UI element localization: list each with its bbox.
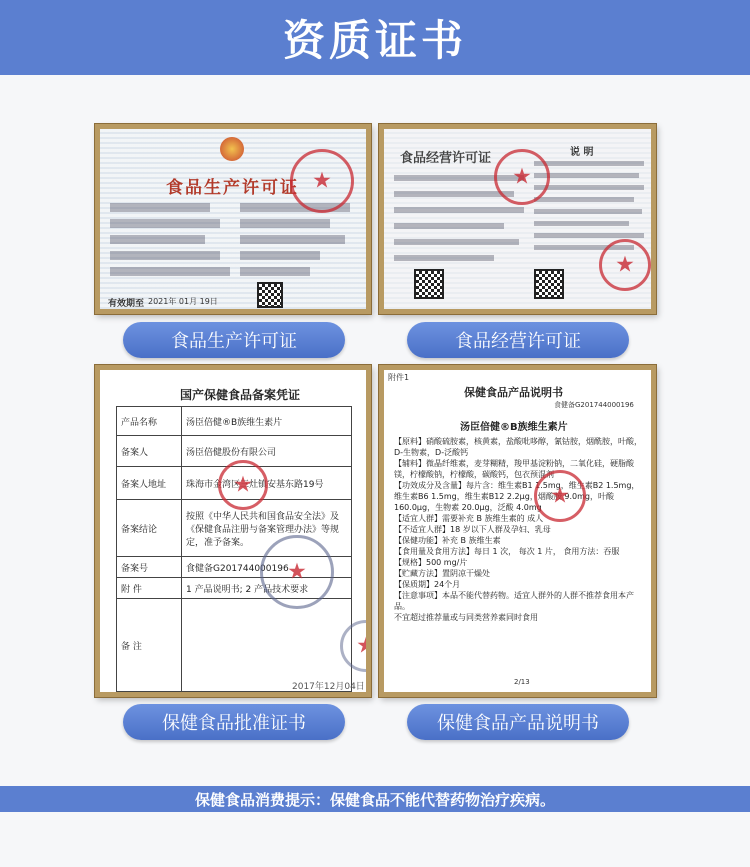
food-production-license-image [95,124,371,314]
notes-title: 说 明 [570,147,594,158]
instructions-body [394,436,646,623]
instruction-line: 不宜超过推荐量或与同类营养素同时食用 [394,613,538,622]
table-row: 附 件 1 产品说明书; 2 产品技术要求 [117,578,352,599]
page-title: 资质证书 [282,15,467,65]
table-row: 备案结论 按照《中华人民共和国食品安全法》及《保健食品注册与备案管理办法》等规定，准予备案。 [117,500,352,557]
validity-label: 有效期至 [108,299,145,309]
label-health-food-approval-certificate: 保健食品批准证书 [123,704,345,740]
page-header [0,0,750,75]
instruction-line: 【原料】硝酸硫胺素，核黄素，盐酸吡哆醇，氰钴胺，烟酰胺，叶酸，D-生物素，D-泛酸钙 [394,437,642,457]
certificate-title: 国产保健食品备案凭证 [180,388,301,402]
instruction-line: 【规格】500 mg/片 [394,558,468,567]
product-name: 汤臣倍健®B族维生素片 [460,422,568,433]
official-seal-icon [494,149,550,205]
instructions-title: 保健食品产品说明书 [464,386,563,399]
food-business-license-image [379,124,656,314]
health-food-approval-certificate-image [95,365,371,697]
official-seal-icon [599,239,651,291]
license-title: 食品生产许可证 [166,178,299,198]
license-date: 2021年 01月 19日 [148,297,218,306]
instruction-line: 【不适宜人群】18 岁以下人群及孕妇、乳母 [394,525,551,534]
official-seal-icon [290,149,354,213]
official-seal-icon [260,535,334,609]
license-title: 食品经营许可证 [400,151,492,166]
instruction-line: 【辅料】微晶纤维素，麦芽糊精，羧甲基淀粉钠，二氧化硅，硬脂酸镁，柠檬酸钠，柠檬酸，碳酸钙，包衣预混剂 [394,459,634,479]
instruction-line: 【功效成分及含量】每片含：维生素B1 1.5mg，维生素B2 1.5mg，维生素B6 1.5mg，维生素B12 2.2μg，烟酸胺 9.0mg，叶酸 160.0μg，生物素 20.0μg，泛酸 4.0mg [394,481,640,512]
page-number: 2/13 [514,678,530,686]
table-row: 备 注 [117,599,352,692]
official-seal-icon [534,470,586,522]
attachment-label: 附件1 [388,373,410,382]
instruction-line: 【适宜人群】需要补充 B 族维生素的 成人 [394,514,544,523]
instruction-line: 【保健功能】补充 B 族维生素 [394,536,501,545]
qr-code-icon [414,269,444,299]
registration-number: 食健备G201744000196 [554,401,634,409]
table-row: 产品名称 汤臣倍健®B族维生素片 [117,407,352,436]
label-health-food-instructions: 保健食品产品说明书 [407,704,629,740]
instruction-line: 【食用量及食用方法】每日 1 次， 每次 1 片， 食用方法：吞服 [394,547,620,556]
health-food-instructions-image [379,365,656,697]
qr-code-icon [534,269,564,299]
national-emblem-icon [220,137,244,161]
table-row: 备案人地址 珠海市金湾区三灶镇安基东路19号 [117,467,352,500]
instruction-line: 【注意事项】本品不能代替药物。适宜人群外的人群不推荐食用本产品。 [394,591,634,611]
official-seal-icon [218,460,268,510]
instruction-line: 【保质期】24个月 [394,580,461,589]
instruction-line: 【贮藏方法】置阴凉干燥处 [394,569,490,578]
certificate-date: 2017年12月04日 [292,682,365,692]
label-food-business-license: 食品经营许可证 [407,322,629,358]
consumer-notice: 保健食品消费提示：保健食品不能代替药物治疗疾病。 [0,786,750,812]
qr-code-icon [257,282,283,308]
table-row: 备案号 食健备G201744000196 [117,557,352,578]
table-row: 备案人 汤臣倍健股份有限公司 [117,436,352,467]
label-food-production-license: 食品生产许可证 [123,322,345,358]
